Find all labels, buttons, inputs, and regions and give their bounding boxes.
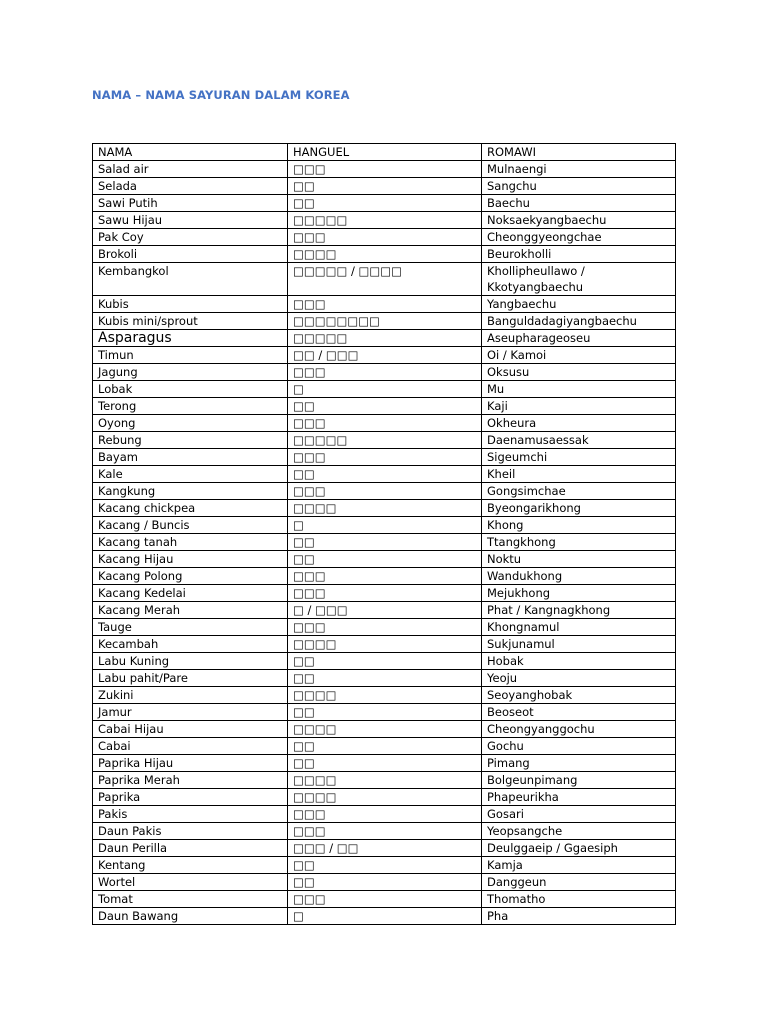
- table-row: [93, 212, 676, 229]
- table-row: [93, 891, 676, 908]
- vegetable-names-table: [92, 143, 676, 925]
- cell-nama: Bayam: [93, 449, 288, 466]
- cell-romawi: Mu: [482, 381, 676, 398]
- cell-romawi: Pimang: [482, 755, 676, 772]
- cell-hanguel: □□□: [288, 585, 482, 602]
- cell-hanguel: □: [288, 517, 482, 534]
- cell-romawi: Seoyanghobak: [482, 687, 676, 704]
- cell-romawi: Gosari: [482, 806, 676, 823]
- cell-nama: Kembangkol: [93, 263, 288, 296]
- cell-nama: Paprika Hijau: [93, 755, 288, 772]
- cell-romawi: Kaji: [482, 398, 676, 415]
- cell-hanguel: □: [288, 908, 482, 925]
- cell-hanguel: □□□□□: [288, 212, 482, 229]
- cell-nama: Tauge: [93, 619, 288, 636]
- cell-hanguel: □□ / □□□: [288, 347, 482, 364]
- cell-hanguel: □□□□: [288, 500, 482, 517]
- cell-romawi: Banguldadagiyangbaechu: [482, 313, 676, 330]
- cell-romawi: Cheonggyeongchae: [482, 229, 676, 246]
- cell-romawi: Noktu: [482, 551, 676, 568]
- cell-nama: Terong: [93, 398, 288, 415]
- cell-romawi: Oksusu: [482, 364, 676, 381]
- cell-hanguel: □□□□□: [288, 330, 482, 347]
- cell-hanguel: □□: [288, 195, 482, 212]
- cell-romawi: Cheongyanggochu: [482, 721, 676, 738]
- cell-romawi: Yeopsangche: [482, 823, 676, 840]
- table-row: [93, 568, 676, 585]
- cell-nama: Selada: [93, 178, 288, 195]
- cell-hanguel: □□□: [288, 364, 482, 381]
- cell-romawi-line: Kkotyangbaechu: [487, 280, 584, 294]
- cell-hanguel: □□: [288, 534, 482, 551]
- cell-hanguel: □□: [288, 653, 482, 670]
- cell-romawi: Bolgeunpimang: [482, 772, 676, 789]
- cell-romawi: Gochu: [482, 738, 676, 755]
- cell-romawi: Yeoju: [482, 670, 676, 687]
- cell-hanguel: □□□□□ / □□□□: [288, 263, 482, 296]
- cell-nama: Paprika: [93, 789, 288, 806]
- cell-nama: Paprika Merah: [93, 772, 288, 789]
- cell-nama: Cabai Hijau: [93, 721, 288, 738]
- cell-romawi: Kheil: [482, 466, 676, 483]
- cell-hanguel: □□□: [288, 483, 482, 500]
- table-row: [93, 483, 676, 500]
- cell-nama: Pak Coy: [93, 229, 288, 246]
- cell-romawi: [482, 263, 676, 296]
- cell-romawi: Daenamusaessak: [482, 432, 676, 449]
- cell-hanguel: □□□□□: [288, 432, 482, 449]
- cell-hanguel: □□: [288, 670, 482, 687]
- cell-romawi: Baechu: [482, 195, 676, 212]
- table-row: [93, 432, 676, 449]
- table-row: [93, 653, 676, 670]
- cell-hanguel: □□□□: [288, 636, 482, 653]
- cell-hanguel: □□□: [288, 891, 482, 908]
- table-row: [93, 330, 676, 347]
- cell-nama: Daun Bawang: [93, 908, 288, 925]
- table-row: [93, 398, 676, 415]
- cell-nama: Zukini: [93, 687, 288, 704]
- cell-nama: Kacang chickpea: [93, 500, 288, 517]
- table-row: [93, 636, 676, 653]
- table-row: [93, 364, 676, 381]
- cell-nama: Kacang / Buncis: [93, 517, 288, 534]
- cell-nama: Kacang Hijau: [93, 551, 288, 568]
- table-row: [93, 908, 676, 925]
- cell-nama: Kubis: [93, 296, 288, 313]
- cell-romawi: Sangchu: [482, 178, 676, 195]
- cell-hanguel: □□□□: [288, 687, 482, 704]
- cell-nama: Kacang Merah: [93, 602, 288, 619]
- table-row: [93, 857, 676, 874]
- cell-romawi: Aseupharageoseu: [482, 330, 676, 347]
- cell-romawi: Noksaekyangbaechu: [482, 212, 676, 229]
- cell-romawi: Khong: [482, 517, 676, 534]
- cell-romawi: Phapeurikha: [482, 789, 676, 806]
- table-row: [93, 161, 676, 178]
- cell-romawi: Sukjunamul: [482, 636, 676, 653]
- cell-nama: Kale: [93, 466, 288, 483]
- cell-hanguel: □□□: [288, 296, 482, 313]
- column-header-nama: NAMA: [93, 144, 288, 161]
- cell-nama: Wortel: [93, 874, 288, 891]
- table-row: [93, 755, 676, 772]
- cell-nama: Sawu Hijau: [93, 212, 288, 229]
- cell-romawi: Gongsimchae: [482, 483, 676, 500]
- cell-nama: Kacang Polong: [93, 568, 288, 585]
- cell-romawi: Beurokholli: [482, 246, 676, 263]
- cell-romawi: Beoseot: [482, 704, 676, 721]
- cell-romawi: Sigeumchi: [482, 449, 676, 466]
- cell-romawi: Thomatho: [482, 891, 676, 908]
- cell-hanguel: □□: [288, 398, 482, 415]
- table-row: [93, 381, 676, 398]
- cell-nama: Kentang: [93, 857, 288, 874]
- cell-romawi: Khongnamul: [482, 619, 676, 636]
- cell-nama: Daun Pakis: [93, 823, 288, 840]
- cell-romawi-line: Khollipheullawo /: [487, 264, 585, 278]
- cell-hanguel: □□□ / □□: [288, 840, 482, 857]
- table-row: [93, 687, 676, 704]
- cell-hanguel: □□□: [288, 619, 482, 636]
- cell-nama: Salad air: [93, 161, 288, 178]
- cell-hanguel: □□: [288, 704, 482, 721]
- cell-hanguel: □□□: [288, 823, 482, 840]
- cell-romawi: Mejukhong: [482, 585, 676, 602]
- cell-romawi: Byeongarikhong: [482, 500, 676, 517]
- cell-nama: Sawi Putih: [93, 195, 288, 212]
- cell-nama: Labu Kuning: [93, 653, 288, 670]
- cell-hanguel: □□: [288, 874, 482, 891]
- table-row: [93, 670, 676, 687]
- table-body: [93, 144, 676, 925]
- table-row: [93, 789, 676, 806]
- cell-nama: Kecambah: [93, 636, 288, 653]
- cell-hanguel: □□□□: [288, 246, 482, 263]
- table-row: [93, 500, 676, 517]
- table-row: [93, 347, 676, 364]
- cell-hanguel: □□□□: [288, 789, 482, 806]
- table-row: [93, 874, 676, 891]
- cell-nama: Brokoli: [93, 246, 288, 263]
- cell-nama: Kacang Kedelai: [93, 585, 288, 602]
- table-row: [93, 704, 676, 721]
- table-row: [93, 806, 676, 823]
- cell-hanguel: □□: [288, 738, 482, 755]
- cell-hanguel: □□□: [288, 161, 482, 178]
- cell-nama: Oyong: [93, 415, 288, 432]
- cell-romawi: Danggeun: [482, 874, 676, 891]
- table-header-row: [93, 144, 676, 161]
- table-row: [93, 466, 676, 483]
- table-row: [93, 738, 676, 755]
- table-row: [93, 840, 676, 857]
- cell-nama: Kubis mini/sprout: [93, 313, 288, 330]
- table-row: [93, 602, 676, 619]
- cell-hanguel: □□: [288, 551, 482, 568]
- cell-nama: Lobak: [93, 381, 288, 398]
- cell-nama: Daun Perilla: [93, 840, 288, 857]
- cell-hanguel: □□□: [288, 568, 482, 585]
- table-row: [93, 229, 676, 246]
- table-row: [93, 585, 676, 602]
- cell-hanguel: □: [288, 381, 482, 398]
- cell-romawi: Oi / Kamoi: [482, 347, 676, 364]
- column-header-hanguel: HANGUEL: [288, 144, 482, 161]
- table-row: [93, 449, 676, 466]
- cell-romawi: Mulnaengi: [482, 161, 676, 178]
- table-row: [93, 415, 676, 432]
- cell-hanguel: □□: [288, 466, 482, 483]
- cell-hanguel: □□□: [288, 806, 482, 823]
- cell-hanguel: □□□□: [288, 721, 482, 738]
- cell-nama: Pakis: [93, 806, 288, 823]
- cell-romawi: Yangbaechu: [482, 296, 676, 313]
- table-row: [93, 619, 676, 636]
- cell-nama: Cabai: [93, 738, 288, 755]
- cell-hanguel: □□□: [288, 415, 482, 432]
- cell-hanguel: □ / □□□: [288, 602, 482, 619]
- cell-romawi: Ttangkhong: [482, 534, 676, 551]
- table-row: [93, 246, 676, 263]
- cell-hanguel: □□□□: [288, 772, 482, 789]
- cell-romawi: Kamja: [482, 857, 676, 874]
- cell-romawi: Pha: [482, 908, 676, 925]
- cell-nama: Labu pahit/Pare: [93, 670, 288, 687]
- cell-hanguel: □□: [288, 857, 482, 874]
- cell-hanguel: □□□□□□□□: [288, 313, 482, 330]
- cell-romawi: Okheura: [482, 415, 676, 432]
- cell-nama: Timun: [93, 347, 288, 364]
- cell-nama: Jamur: [93, 704, 288, 721]
- cell-nama: Kangkung: [93, 483, 288, 500]
- cell-nama: Tomat: [93, 891, 288, 908]
- table-row: [93, 517, 676, 534]
- cell-hanguel: □□: [288, 178, 482, 195]
- table-row: [93, 296, 676, 313]
- table-row: [93, 178, 676, 195]
- cell-romawi: Deulggaeip / Ggaesiph: [482, 840, 676, 857]
- table-row: [93, 534, 676, 551]
- table-row: [93, 263, 676, 296]
- cell-hanguel: □□□: [288, 449, 482, 466]
- table-row: [93, 823, 676, 840]
- column-header-romawi: ROMAWI: [482, 144, 676, 161]
- cell-nama: Jagung: [93, 364, 288, 381]
- document-title: NAMA – NAMA SAYURAN DALAM KOREA: [92, 88, 350, 102]
- cell-romawi: Phat / Kangnagkhong: [482, 602, 676, 619]
- cell-nama: Kacang tanah: [93, 534, 288, 551]
- cell-romawi: Wandukhong: [482, 568, 676, 585]
- table-row: [93, 551, 676, 568]
- cell-hanguel: □□: [288, 755, 482, 772]
- cell-romawi: Hobak: [482, 653, 676, 670]
- cell-nama: Asparagus: [93, 330, 288, 347]
- table-row: [93, 772, 676, 789]
- cell-nama: Rebung: [93, 432, 288, 449]
- cell-hanguel: □□□: [288, 229, 482, 246]
- table-row: [93, 721, 676, 738]
- table-row: [93, 313, 676, 330]
- table-row: [93, 195, 676, 212]
